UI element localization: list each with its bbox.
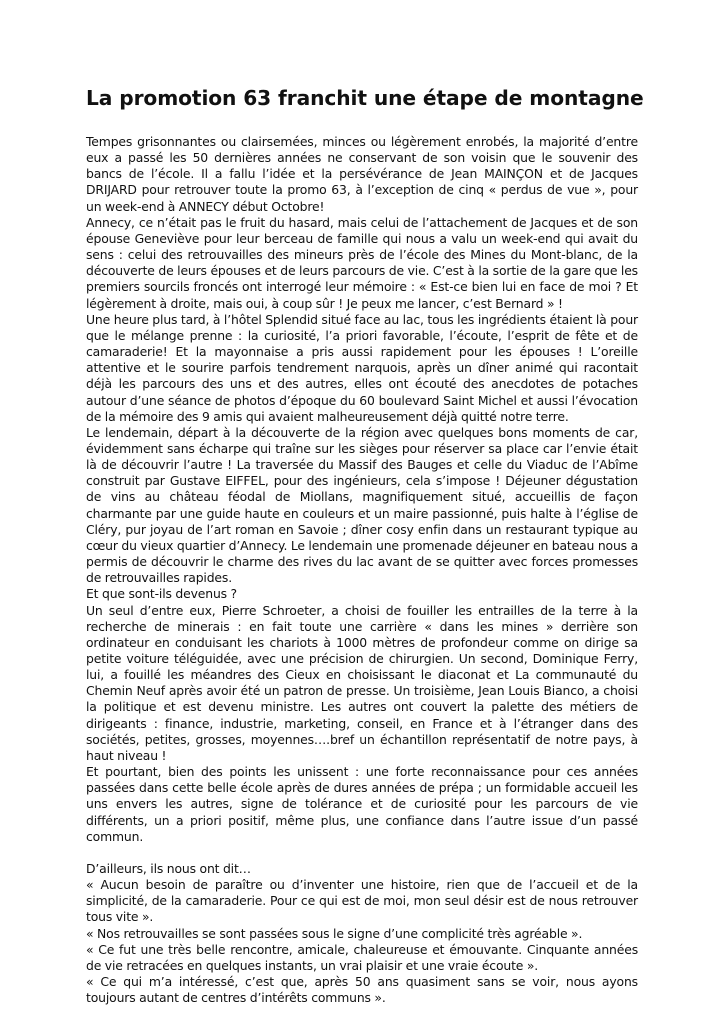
paragraph-hotel: Une heure plus tard, à l’hôtel Splendid situé face au lac, tous les ingrédients étaient là pour que le mélange prenne : la curiosité, l’a priori favorable, l’écoute, l’esprit de fête et de camaraderie! Et la mayonnaise a pris aussi rapidement pour les épouses ! L’oreille attentive et le sourire parfois tendrement narquois, après un dîner animé qui racontait déjà les parcours des uns et des autres, elles ont écouté des anecdotes de potaches autour d’une séance de photos d’époque du 60 boulevard Saint Michel et aussi l’évocation de la mémoire des 9 amis qui avaient malheureusement déjà quitté notre terre. [86,311,638,424]
quote-3: « Ce fut une très belle rencontre, amicale, chaleureuse et émouvante. Cinquante années de vie retracées en quelques instants, un vrai plaisir et une vraie écoute ». [86,941,638,973]
paragraph-careers: Un seul d’entre eux, Pierre Schroeter, a choisi de fouiller les entrailles de la terre à la recherche de minerais : en fait toute une carrière « dans les mines » derrière son ordinateur en conduisant les chariots à 1000 mètres de profondeur comme on dirige sa petite voiture téléguidée, avec une précision de chirurgien. Un second, Dominique Ferry, lui, a fouillé les méandres des Cieux en choisissant le diaconat et La communauté du Chemin Neuf après avoir été un patron de presse. Un troisième, Jean Louis Bianco, a choisi la politique et est devenu ministre. Les autres ont couvert la palette des métiers de dirigeants : finance, industrie, marketing, conseil, en France et à l’étranger dans des sociétés, petites, grosses, moyennes….bref un échantillon représentatif de notre pays, à haut niveau ! [86,602,638,763]
quote-1: « Aucun besoin de paraître ou d’inventer une histoire, rien que de l’accueil et de la simplicité, de la camaraderie. Pour ce qui est de moi, mon seul désir est de nous retrouver tous vite ». [86,877,638,925]
paragraph-quotes-intro: D’ailleurs, ils nous ont dit… [86,861,251,877]
paragraph-question: Et que sont-ils devenus ? [86,586,237,602]
quote-2: « Nos retrouvailles se sont passées sous le signe d’une complicité très agréable ». [86,925,583,941]
paragraph-intro: Tempes grisonnantes ou clairsemées, minces ou légèrement enrobés, la majorité d’entre eux a passé les 50 dernières années ne conservant de son voisin que le souvenir des bancs de l’école. Il a fallu l’idée et la persévérance de Jean MAINÇON et de Jacques DRIJARD pour retrouver toute la promo 63, à l’exception de cinq « perdus de vue », pour un week-end à ANNECY début Octobre! [86,134,638,214]
document-page [86,84,644,1006]
article-title: La promotion 63 franchit une étape de montagne [86,86,644,110]
paragraph-annecy: Annecy, ce n’était pas le fruit du hasard, mais celui de l’attachement de Jacques et de son épouse Geneviève pour leur berceau de famille qui nous a valu un week-end qui avait du sens : celui des retrouvailles des mineurs près de l’école des Mines du Mont-blanc, de la découverte de leurs épouses et de leurs parcours de vie. C’est à la sortie de la gare que les premiers sourcils froncés ont interrogé leur mémoire : « Est-ce bien lui en face de moi ? Et légèrement à droite, mais oui, à coup sûr ! Je peux me lancer, c’est Bernard » ! [86,214,638,311]
paragraph-lendemain: Le lendemain, départ à la découverte de la région avec quelques bons moments de car, évidemment sans écharpe qui traîne sur les sièges pour réserver sa place car l’envie était là de découvrir l’autre ! La traversée du Massif des Bauges et celle du Viaduc de l’Abîme construit par Gustave EIFFEL, pour des ingénieurs, cela s’impose ! Déjeuner dégustation de vins au château féodal de Miollans, magnifiquement situé, accueillis de façon charmante par une guide haute en couleurs et un maire passionné, puis halte à l’église de Cléry, pur joyau de l’art roman en Savoie ; dîner cosy enfin dans un restaurant typique au cœur du vieux quartier d’Annecy. Le lendemain une promenade déjeuner en bateau nous a permis de découvrir le charme des rives du lac avant de se quitter avec forces promesses de retrouvailles rapides. [86,424,639,586]
paragraph-blank [86,845,638,861]
paragraph-unity: Et pourtant, bien des points les unissent : une forte reconnaissance pour ces années passées dans cette belle école après de dures années de prépa ; un formidable accueil les uns envers les autres, signe de tolérance et de curiosité pour les parcours de vie différents, un a priori positif, même plus, une confiance dans l’autre issue d’un passé commun. [86,764,638,844]
article-body [86,134,638,1006]
quote-4: « Ce qui m’a intéressé, c’est que, après 50 ans quasiment sans se voir, nous ayons toujours autant de centres d’intérêts communs ». [86,974,638,1006]
